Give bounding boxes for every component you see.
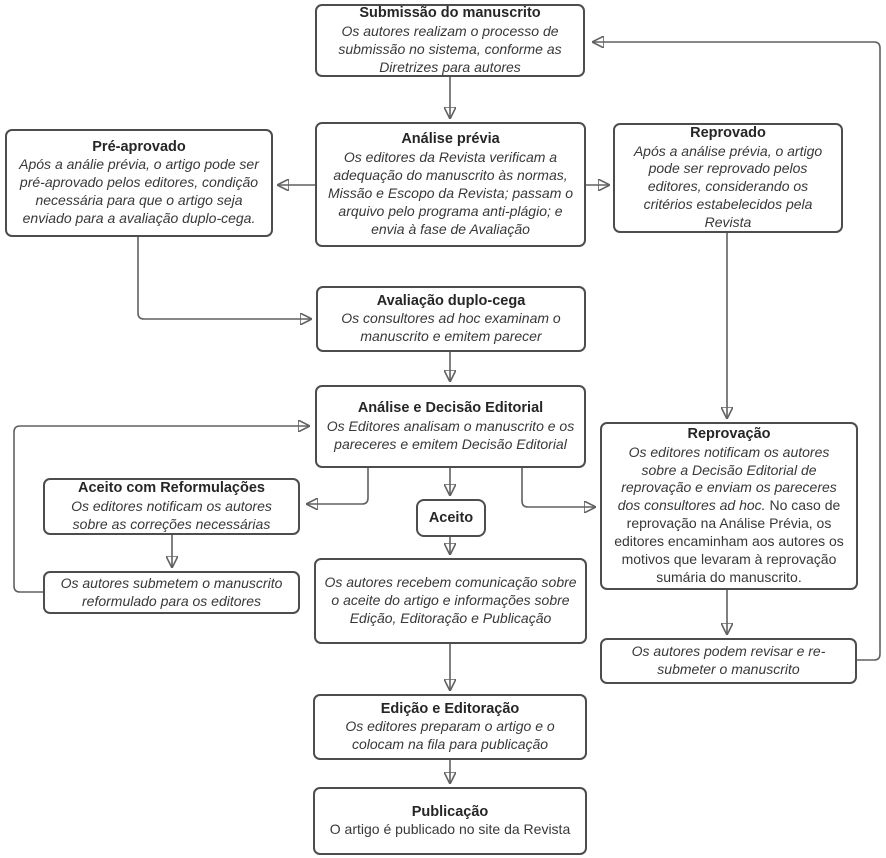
node-title: Reprovação (687, 426, 771, 443)
node-body: Após a análise prévia, o artigo pode ser reprovado pelos editores, considerando os critérios estabelecidos pela Revista (633, 142, 823, 231)
node-title: Edição e Editoração (380, 700, 520, 717)
node-body: O artigo é publicado no site da Revista (329, 821, 571, 838)
node-analise-decisao-editorial (315, 385, 586, 468)
node-title: Pré-aprovado (92, 138, 186, 155)
node-revisar-resubmeter (600, 638, 857, 684)
node-title: Aceito com Reformulações (78, 480, 265, 497)
node-aceito-com-reformulacoes (43, 478, 300, 535)
node-body: Os autores submetem o manuscrito reformulado para os editores (60, 574, 283, 609)
node-title: Submissão do manuscrito (359, 5, 541, 22)
node-analise-previa (315, 122, 586, 247)
node-body (610, 444, 848, 587)
node-pre-aprovado (5, 129, 273, 237)
node-submetem-reformulado (43, 571, 300, 614)
connector-analise-decisao-to-aceito-reformulacoes (307, 468, 368, 504)
node-reprovacao (600, 422, 858, 590)
node-title: Reprovado (690, 124, 766, 141)
connector-pre-aprovado-to-avaliacao (138, 237, 311, 319)
node-body: Após a análie prévia, o artigo pode ser pré-aprovado pelos editores, condição necessária para que o artigo seja enviado para a avaliação duplo-cega. (19, 156, 259, 227)
node-publicacao (313, 787, 587, 855)
node-body-regular-part: No caso de reprovação na Análise Prévia, os editores encaminham aos autores os motivos que levaram à reprovação sumária do manuscrito. (614, 497, 844, 585)
node-body: Os consultores ad hoc examinam o manuscrito e emitem parecer (341, 310, 561, 345)
node-edicao-editoracao (313, 694, 587, 760)
node-reprovado (613, 123, 843, 233)
node-submissao-manuscrito (315, 4, 585, 77)
node-body: Os editores da Revista verificam a adequação do manuscrito às normas, Missão e Escopo da Revista; passam o arquivo pelo programa anti-plágio; e envia à fase de Avaliação (327, 149, 574, 237)
node-body: Os editores preparam o artigo e o colocam na fila para publicação (345, 718, 555, 753)
node-title: Publicação (411, 803, 489, 820)
node-body-italic-part: Os editores notificam os autores sobre a Decisão Editorial de reprovação e enviam os pareceres dos consultores ad hoc. (617, 443, 837, 514)
node-body: Os editores notificam os autores sobre as correções necessárias (71, 497, 272, 532)
node-title: Análise e Decisão Editorial (357, 400, 544, 417)
node-body: Os autores recebem comunicação sobre o aceite do artigo e informações sobre Edição, Editoração e Publicação (324, 574, 577, 626)
node-aceito (416, 499, 486, 537)
node-recebem-comunicacao (314, 558, 587, 644)
node-body: Os autores podem revisar e re-submeter o manuscrito (631, 643, 826, 677)
node-title: Análise prévia (401, 131, 500, 148)
connector-analise-decisao-to-reprovacao (522, 468, 595, 507)
node-title: Avaliação duplo-cega (376, 292, 526, 309)
node-title: Aceito (428, 509, 474, 526)
node-body: Os autores realizam o processo de submissão no sistema, conforme as Diretrizes para autores (338, 22, 562, 75)
node-body: Os Editores analisam o manuscrito e os pareceres e emitem Decisão Editorial (326, 417, 575, 452)
node-avaliacao-duplo-cega (316, 286, 586, 352)
